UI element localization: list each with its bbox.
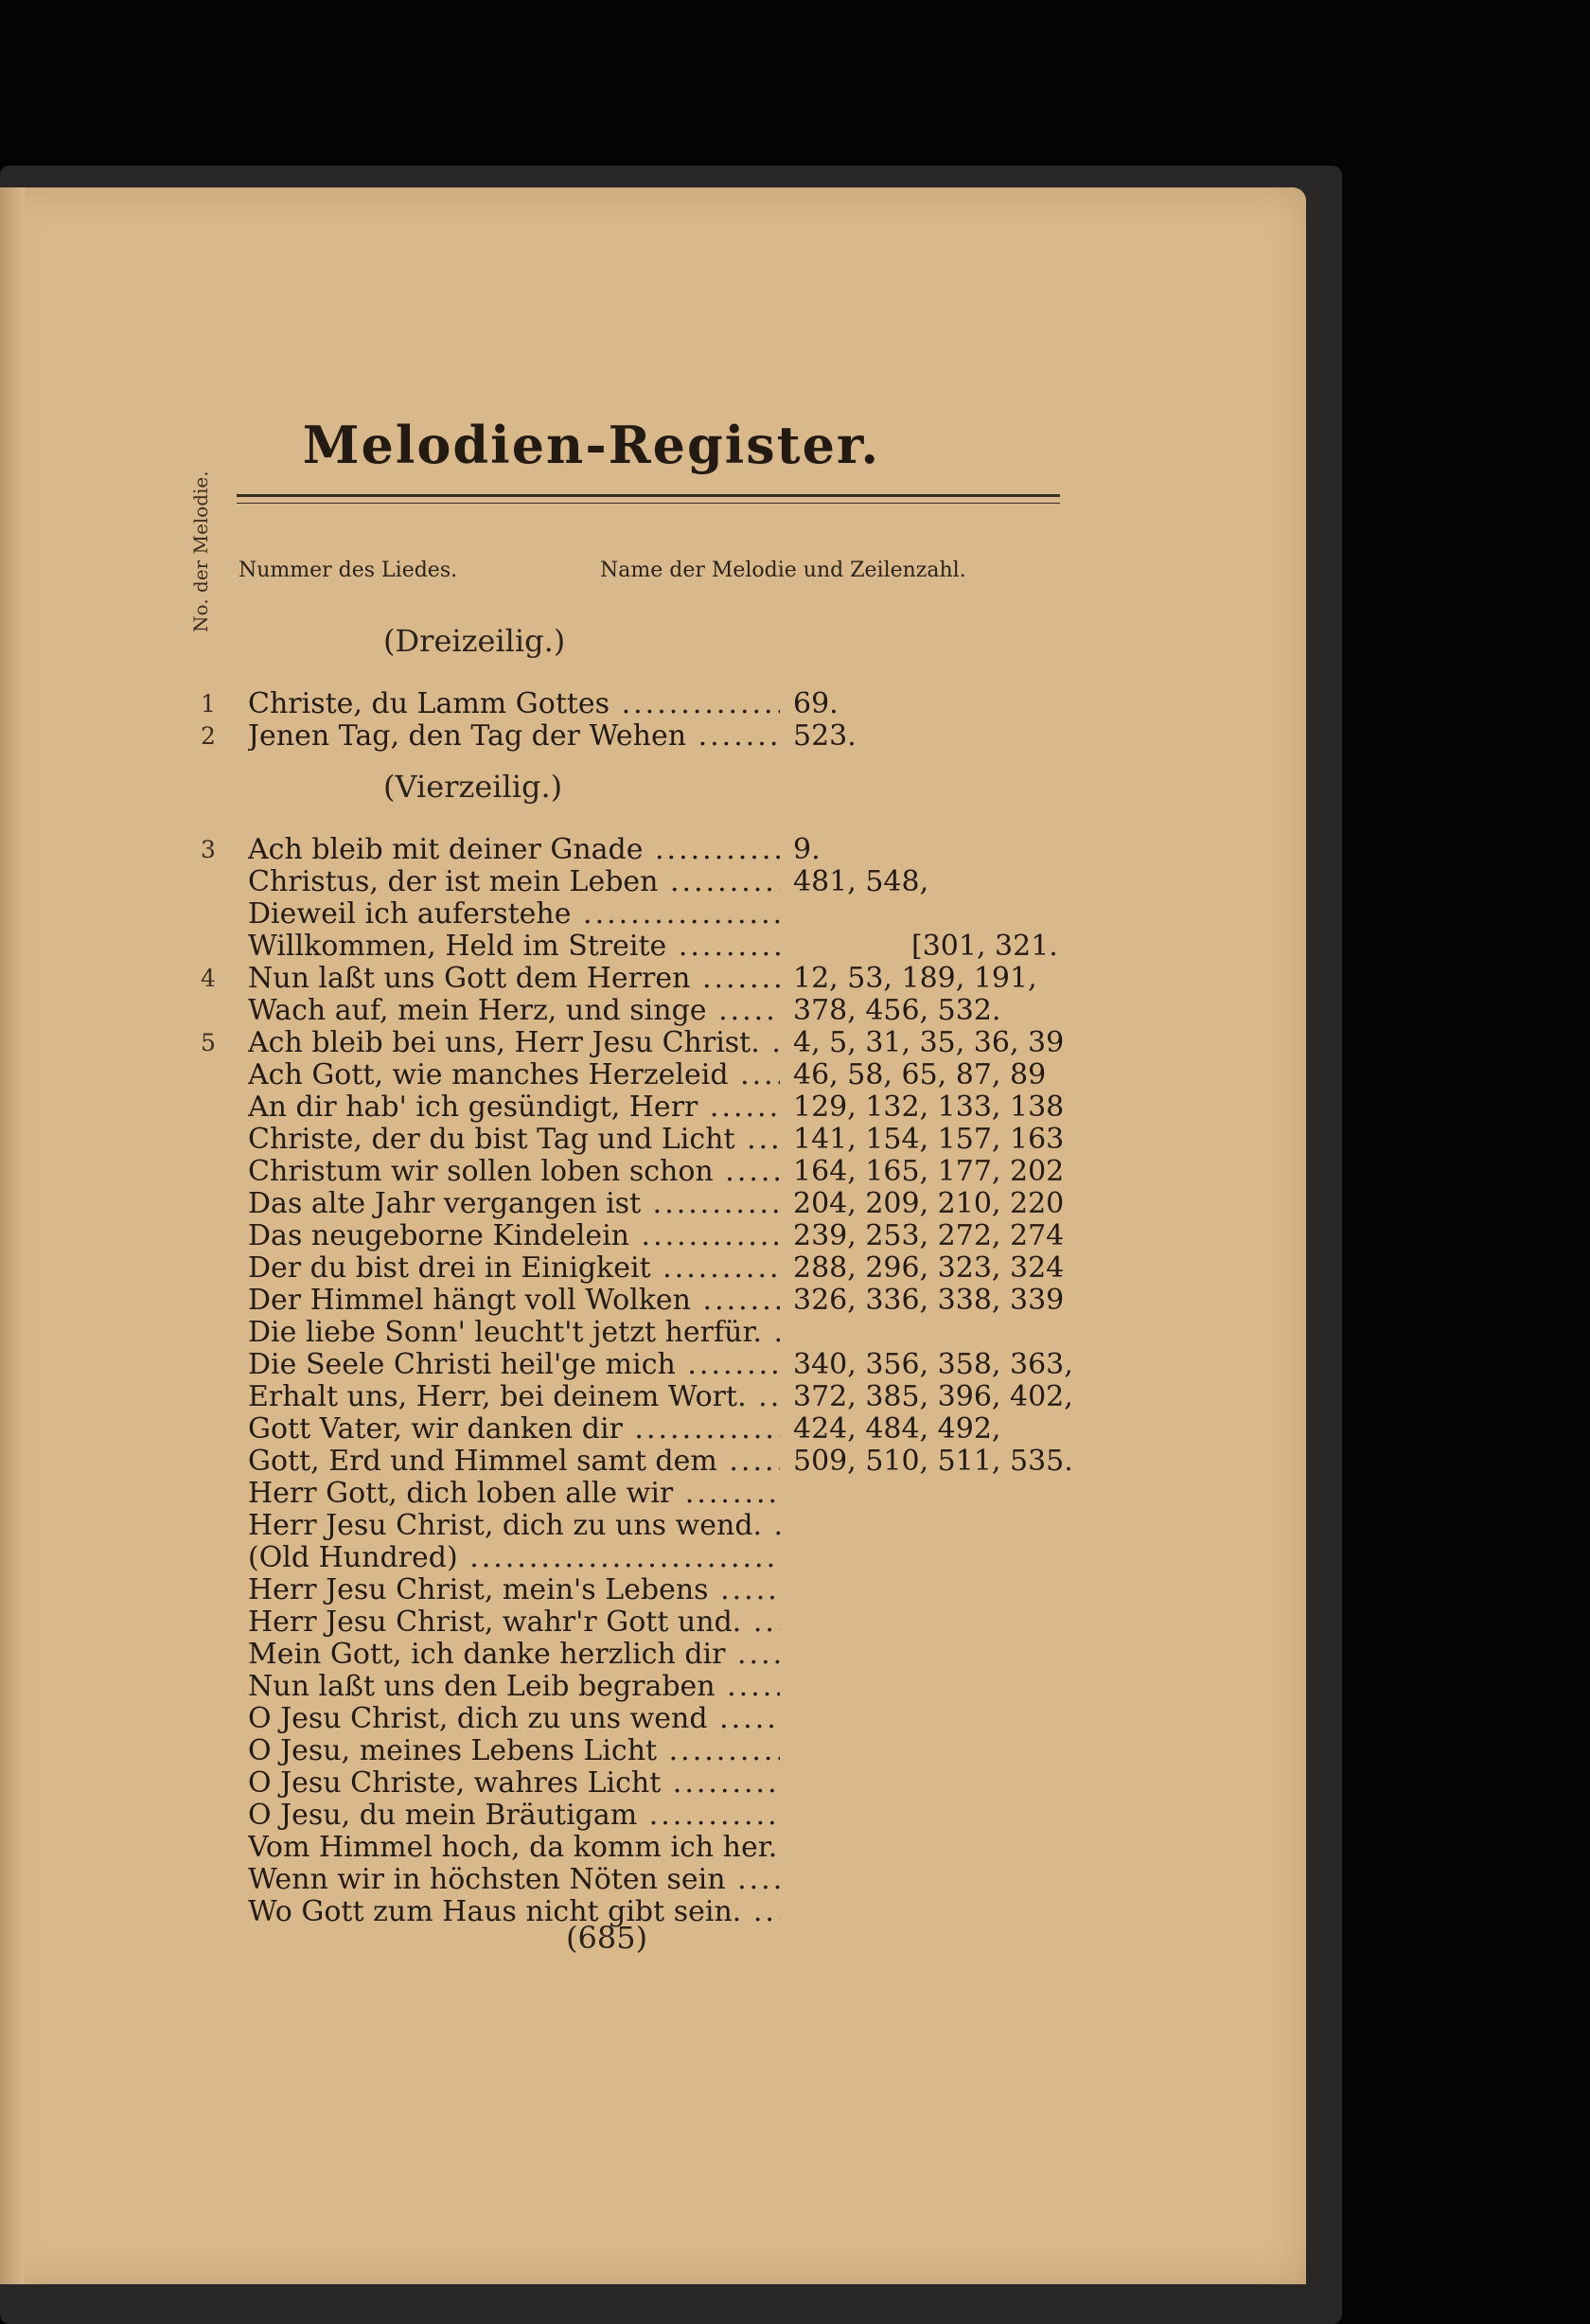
- section-heading-four-line: (Vierzeilig.): [383, 769, 563, 805]
- title-rule-thick: [237, 494, 1060, 497]
- song-numbers: 4, 5, 31, 35, 36, 39: [793, 1026, 1065, 1059]
- song-numbers: 9.: [793, 833, 821, 866]
- melody-name: Nun laßt uns den Leib begraben .....: [248, 1671, 780, 1703]
- melody-name: O Jesu Christe, wahres Licht .....: [248, 1767, 780, 1800]
- melody-number: 5: [201, 1029, 216, 1056]
- song-numbers: 509, 510, 511, 535.: [793, 1445, 1073, 1478]
- melody-name: Herr Jesu Christ, wahr'r Gott und. .....: [248, 1606, 780, 1639]
- song-numbers: 481, 548,: [793, 865, 929, 898]
- song-numbers: 340, 356, 358, 363,: [793, 1348, 1073, 1381]
- melody-name: Herr Jesu Christ, dich zu uns wend. .....: [248, 1510, 780, 1542]
- melody-name: Das alte Jahr vergangen ist .....: [248, 1188, 780, 1220]
- melody-name: Erhalt uns, Herr, bei deinem Wort. .....: [248, 1381, 780, 1413]
- column-header-song-number: Nummer des Liedes.: [238, 559, 458, 582]
- melody-name: O Jesu, du mein Bräutigam .....: [248, 1800, 780, 1832]
- melody-name: Das neugeborne Kindelein .....: [248, 1220, 780, 1252]
- melody-name: O Jesu, meines Lebens Licht .....: [248, 1735, 780, 1767]
- melody-name: Christe, du Lamm Gottes .....: [248, 688, 780, 720]
- melody-name: An dir hab' ich gesündigt, Herr .....: [248, 1091, 780, 1124]
- melody-name: Jenen Tag, den Tag der Wehen .....: [248, 720, 780, 753]
- song-numbers: 46, 58, 65, 87, 89: [793, 1058, 1047, 1091]
- melody-name: Herr Gott, dich loben alle wir .....: [248, 1478, 780, 1510]
- melody-name: Ach bleib bei uns, Herr Jesu Christ. .....: [248, 1027, 780, 1059]
- page-number: (685): [566, 1920, 648, 1956]
- song-numbers: 12, 53, 189, 191,: [793, 962, 1037, 995]
- vertical-label: No. der Melodie.: [189, 470, 212, 632]
- melody-name: Die liebe Sonn' leucht't jetzt herfür. .....: [248, 1317, 780, 1349]
- melody-number: 3: [201, 836, 216, 863]
- melody-name: Wo Gott zum Haus nicht gibt sein. .....: [248, 1896, 780, 1928]
- melody-name: Nun laßt uns Gott dem Herren .....: [248, 963, 780, 995]
- melody-name: Christum wir sollen loben schon .....: [248, 1156, 780, 1188]
- song-numbers: 129, 132, 133, 138: [793, 1091, 1065, 1124]
- melody-name: Mein Gott, ich danke herzlich dir .....: [248, 1639, 780, 1671]
- song-numbers: 69.: [793, 687, 839, 720]
- melody-name: Willkommen, Held im Streite .....: [248, 931, 780, 963]
- song-numbers: 372, 385, 396, 402,: [793, 1380, 1073, 1413]
- melody-name: Der du bist drei in Einigkeit .....: [248, 1252, 780, 1285]
- melody-name: Wach auf, mein Herz, und singe .....: [248, 995, 780, 1027]
- melody-name: Christus, der ist mein Leben .....: [248, 866, 780, 898]
- melody-name: Dieweil ich auferstehe .....: [248, 898, 780, 931]
- column-header-melody-number: [189, 470, 237, 632]
- page-title: Melodien-Register.: [302, 415, 881, 475]
- melody-name: Herr Jesu Christ, mein's Lebens .....: [248, 1574, 780, 1606]
- column-header-melody-name: Name der Melodie und Zeilenzahl.: [600, 559, 966, 582]
- melody-name: Der Himmel hängt voll Wolken .....: [248, 1285, 780, 1317]
- song-numbers: 204, 209, 210, 220: [793, 1187, 1065, 1220]
- melody-name: Ach Gott, wie manches Herzeleid .....: [248, 1059, 780, 1091]
- melody-name: Wenn wir in höchsten Nöten sein .....: [248, 1864, 780, 1896]
- song-numbers: 164, 165, 177, 202: [793, 1155, 1065, 1188]
- melody-name: (Old Hundred) .....: [248, 1542, 780, 1574]
- song-numbers: 378, 456, 532.: [793, 994, 1001, 1027]
- melody-name: Vom Himmel hoch, da komm ich her. .....: [248, 1832, 780, 1864]
- song-numbers: 424, 484, 492,: [793, 1412, 1001, 1446]
- song-numbers: 523.: [793, 719, 857, 753]
- song-numbers: 326, 336, 338, 339: [793, 1284, 1065, 1317]
- melody-name: Gott, Erd und Himmel samt dem .....: [248, 1446, 780, 1478]
- melody-name: Ach bleib mit deiner Gnade .....: [248, 834, 780, 866]
- melody-name: O Jesu Christ, dich zu uns wend .....: [248, 1703, 780, 1735]
- song-numbers: [301, 321.: [911, 930, 1058, 963]
- melody-number: 4: [201, 965, 216, 992]
- song-numbers: 288, 296, 323, 324: [793, 1251, 1065, 1285]
- section-heading-three-line: (Dreizeilig.): [383, 623, 566, 659]
- melody-name: Christe, der du bist Tag und Licht .....: [248, 1124, 780, 1156]
- melody-number: 1: [201, 690, 216, 718]
- title-rule-thin: [237, 503, 1060, 504]
- melody-name: Die Seele Christi heil'ge mich .....: [248, 1349, 780, 1381]
- melody-name: Gott Vater, wir danken dir .....: [248, 1413, 780, 1446]
- melody-number: 2: [201, 722, 216, 750]
- song-numbers: 141, 154, 157, 163: [793, 1123, 1065, 1156]
- song-numbers: 239, 253, 272, 274: [793, 1219, 1065, 1252]
